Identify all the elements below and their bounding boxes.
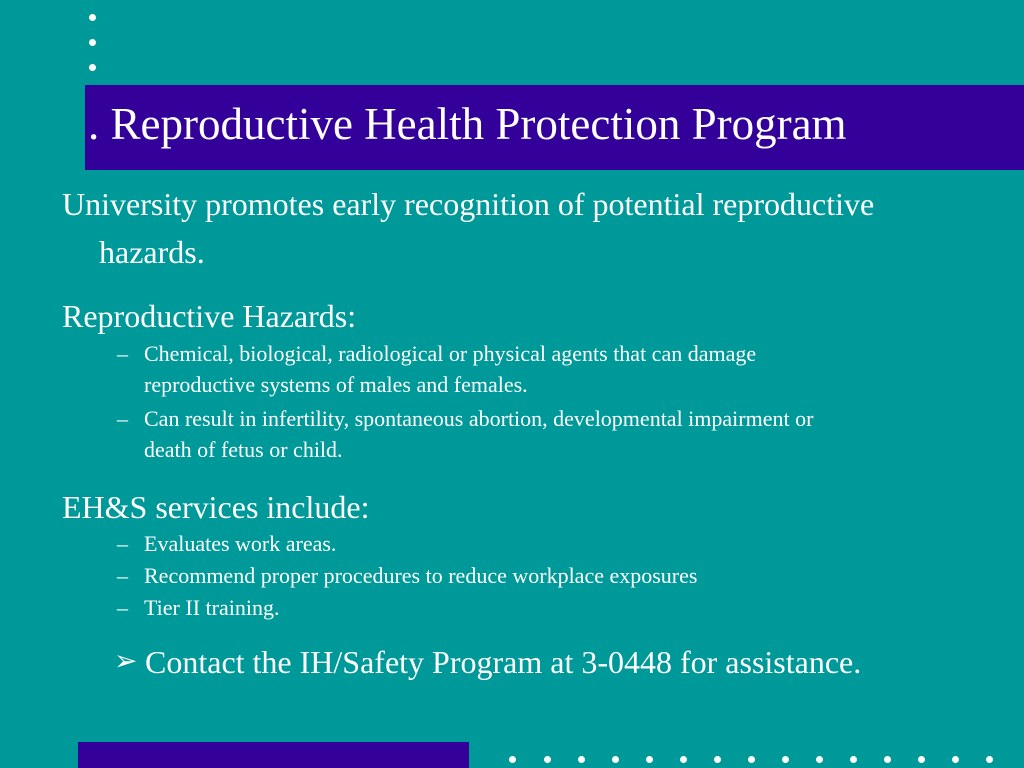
list-item (62, 528, 864, 559)
hazard-item-text: Chemical, biological, radiological or physical agents that can damage reproductive systems of males and females. (144, 341, 757, 397)
dash-bullet: – (117, 406, 128, 431)
contact-text: Contact the IH/Safety Program at 3-0448 for assistance. (145, 644, 862, 680)
dash-bullet: – (117, 341, 128, 366)
dash-bullet: – (117, 563, 128, 588)
decor-dot (952, 756, 959, 763)
decor-dot (89, 64, 96, 71)
list-item (62, 592, 864, 623)
list-item (62, 560, 864, 591)
decor-dot (612, 756, 619, 763)
bottom-dots-decoration (0, 756, 1024, 764)
service-item-text: Tier II training. (144, 595, 280, 620)
decor-dot (544, 756, 551, 763)
hazards-heading: Reproductive Hazards: (62, 298, 357, 334)
decor-dot (89, 14, 96, 21)
bottom-accent-bar (78, 742, 469, 768)
list-item (62, 338, 864, 400)
arrow-bullet-icon: ➢ (114, 646, 138, 677)
services-list (62, 528, 962, 623)
hazard-item-text: Can result in infertility, spontaneous abortion, developmental impairment or death of fetus or child. (144, 406, 814, 462)
service-item-text: Recommend proper procedures to reduce workplace exposures (144, 563, 698, 588)
decor-dot (89, 39, 96, 46)
decor-dot (884, 756, 891, 763)
contact-item (62, 643, 875, 681)
decor-dot (509, 756, 516, 763)
service-item-text: Evaluates work areas. (144, 531, 337, 556)
dash-bullet: – (117, 595, 128, 620)
decor-dot (578, 756, 585, 763)
services-heading: EH&S services include: (62, 489, 370, 525)
decor-dot (748, 756, 755, 763)
intro-text: University promotes early recognition of potential reproductive hazards. (62, 186, 875, 270)
dash-bullet: – (117, 531, 128, 556)
decor-dot (680, 756, 687, 763)
decor-dot (646, 756, 653, 763)
decor-dot (850, 756, 857, 763)
slide-content (62, 180, 962, 681)
decor-dot (986, 756, 993, 763)
decor-dot (714, 756, 721, 763)
decor-dot (918, 756, 925, 763)
hazards-list (62, 338, 962, 465)
decor-dot (782, 756, 789, 763)
slide-title: . Reproductive Health Protection Program (88, 99, 847, 149)
decor-dot (816, 756, 823, 763)
list-item (62, 403, 864, 465)
